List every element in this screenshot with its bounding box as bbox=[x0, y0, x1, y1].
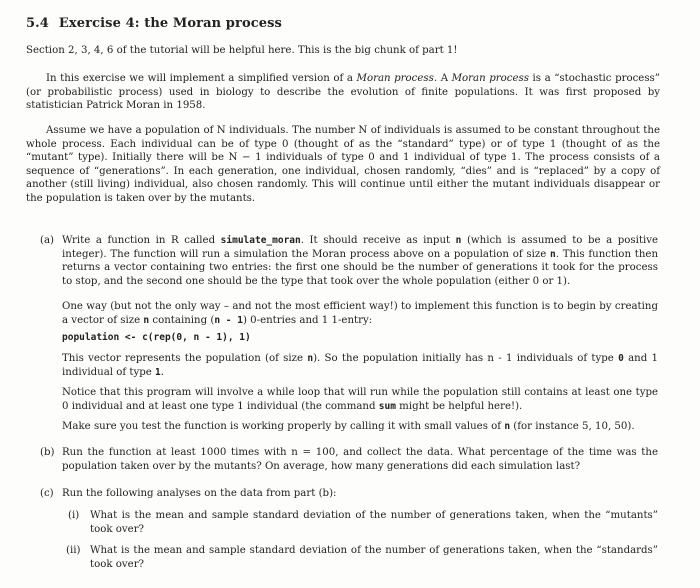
item-a-vector-note: This vector represents the population (of size n). So the population initially has n - 1 individuals of type 0 and 1 individual of type 1. bbox=[62, 353, 658, 378]
item-a-test-note: Make sure you test the function is working properly by calling it with small values of n (for instance 5, 10, 50). bbox=[62, 421, 635, 432]
item-b-text: Run the function at least 1000 times with n = 100, and collect the data. What percentage of the time was the population taken over by the mutants? On average, how many generations did each simulation last? bbox=[62, 447, 658, 472]
paragraph-process-description: Assume we have a population of N individuals. The number N of individuals is assumed to be constant throughout the whole process. Each individual can be of type 0 (thought of as the “standard” type) or of type 1 (thought of as the “mutant” type). Initially there will be N − 1 individuals of type 0 and 1 individual of type 1. The process consists of a sequence of “generations”. In each generation, one individual, chosen randomly, “dies” and is “replaced” by a copy of another (still living) individual, also chosen randomly. This will continue until either the mutant individuals disappear or the population is taken over by the mutants. bbox=[26, 125, 660, 204]
item-c-i-text: What is the mean and sample standard deviation of the number of generations taken, when the “mutants” took over? bbox=[90, 510, 658, 535]
item-a-hint: One way (but not the only way – and not the most efficient way!) to implement this function is to begin by creating a vector of size n containing (n - 1) 0-entries and 1 1-entry: bbox=[62, 301, 658, 326]
item-a-label: (a) bbox=[40, 235, 55, 246]
item-c-ii-label: (ii) bbox=[66, 545, 81, 556]
item-c-label: (c) bbox=[40, 488, 54, 499]
item-c-ii-text: What is the mean and sample standard deviation of the number of generations taken, when the “standards” took over? bbox=[90, 545, 658, 570]
section-heading bbox=[26, 16, 282, 31]
item-c-text: Run the following analyses on the data from part (b): bbox=[62, 488, 337, 499]
item-a-text: Write a function in R called simulate_moran. It should receive as input n (which is assumed to be a positive integer). The function will run a simulation the Moran process above on a population of size n. This function then returns a vector containing two entries: the first one should be the number of generations it took for the process to stop, and the second one should be the type that took over the whole population (either 0 or 1). bbox=[62, 235, 659, 287]
item-b-label: (b) bbox=[40, 447, 55, 458]
paragraph-moran-definition: In this exercise we will implement a simplified version of a Moran process. A Moran process is a “stochastic process” (or probabilistic process) used in biology to describe the evolution of finite populations. It was first proposed by statistician Patrick Moran in 1958. bbox=[26, 73, 660, 112]
item-a-while-note: Notice that this program will involve a while loop that will run while the population still contains at least one type 0 individual and at least one type 1 individual (the command sum might be helpful here!). bbox=[62, 387, 658, 412]
intro-paragraph: Section 2, 3, 4, 6 of the tutorial will be helpful here. This is the big chunk of part 1! bbox=[26, 45, 458, 56]
code-population: population <- c(rep(0, n - 1), 1) bbox=[62, 332, 251, 343]
section-number: 5.4 bbox=[26, 16, 49, 31]
section-title: Exercise 4: the Moran process bbox=[58, 16, 282, 31]
item-c-i-label: (i) bbox=[68, 510, 80, 521]
